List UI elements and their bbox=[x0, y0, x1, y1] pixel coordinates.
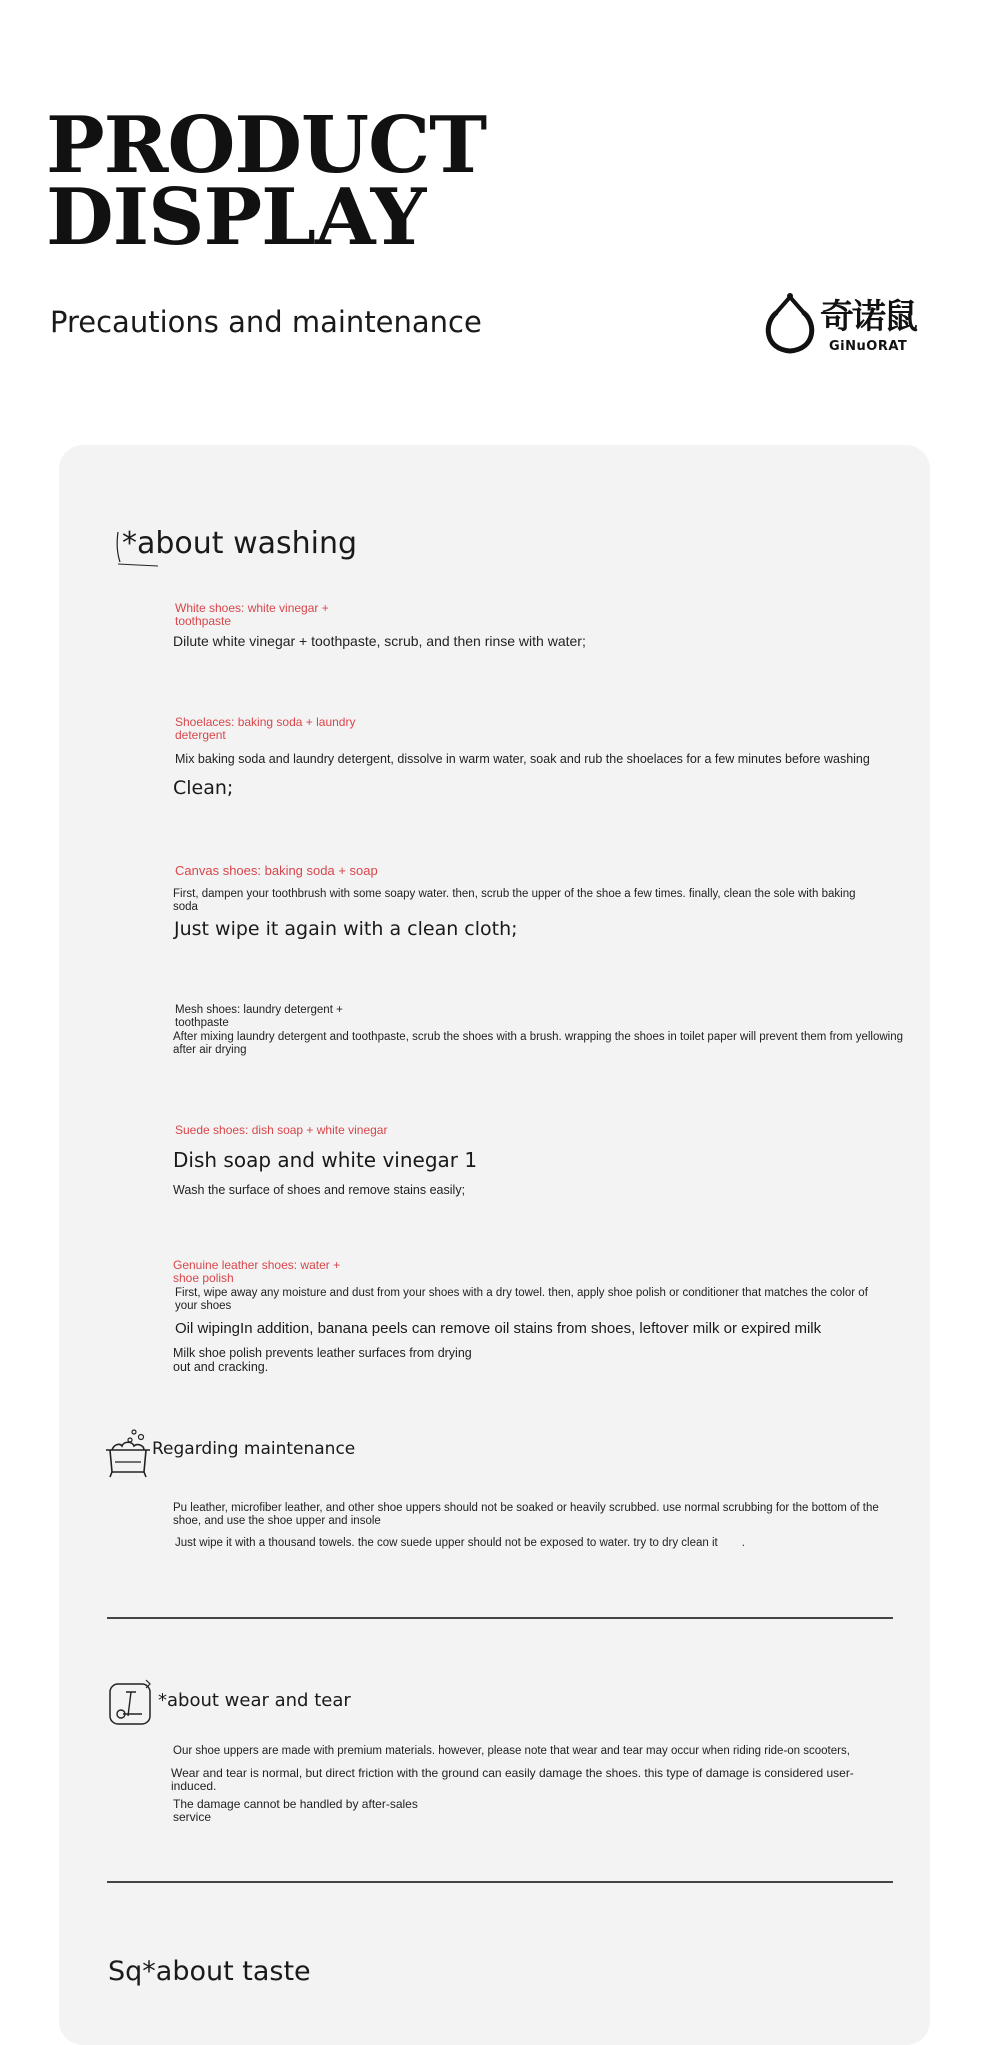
leather-shoes-desc: First, wipe away any moisture and dust from your shoes with a dry towel. then, apply shoe polish or conditioner that matches the color of your shoes bbox=[175, 1287, 868, 1312]
section-heading-maintenance: Regarding maintenance bbox=[152, 1439, 356, 1459]
brand-logo-icon bbox=[762, 291, 818, 357]
mesh-shoes-title: Mesh shoes: laundry detergent + toothpaste bbox=[175, 1004, 343, 1029]
title-line-2: DISPLAY bbox=[46, 172, 426, 263]
brand-name-cn: 奇诺鼠 bbox=[820, 297, 916, 337]
suede-shoes-big: Dish soap and white vinegar 1 bbox=[173, 1148, 478, 1172]
section-heading-wear: *about wear and tear bbox=[158, 1690, 351, 1711]
suede-shoes-desc: Wash the surface of shoes and remove stains easily; bbox=[173, 1183, 466, 1197]
shoelaces-desc: Mix baking soda and laundry detergent, dissolve in warm water, soak and rub the shoelaces for a few minutes before washing bbox=[175, 752, 870, 766]
white-shoes-desc: Dilute white vinegar + toothpaste, scrub, and then rinse with water; bbox=[173, 633, 586, 649]
maintenance-p2-tail: . bbox=[741, 1537, 745, 1549]
brand-logo bbox=[762, 287, 932, 367]
maintenance-p1: Pu leather, microfiber leather, and other shoe uppers should not be soaked or heavily scrubbed. use normal scrubbing for the bottom of the shoe, and use the shoe upper and insole bbox=[173, 1502, 879, 1527]
canvas-shoes-title: Canvas shoes: baking soda + soap bbox=[175, 863, 378, 878]
mesh-shoes-desc: After mixing laundry detergent and toothpaste, scrub the shoes with a brush. wrapping the shoes in toilet paper will prevent them from yellowing after air drying bbox=[173, 1031, 904, 1056]
shoelaces-title: Shoelaces: baking soda + laundry detergent bbox=[175, 715, 356, 742]
leather-shoes-oil: Oil wipingIn addition, banana peels can remove oil stains from shoes, leftover milk or expired milk bbox=[175, 1320, 822, 1337]
canvas-shoes-extra: Just wipe it again with a clean cloth; bbox=[174, 918, 518, 940]
page-subtitle: Precautions and maintenance bbox=[50, 305, 482, 339]
shoelaces-extra: Clean; bbox=[173, 777, 234, 799]
wear-p2: Wear and tear is normal, but direct friction with the ground can easily damage the shoes. this type of damage is considered user-induced. bbox=[171, 1766, 854, 1793]
suede-shoes-title: Suede shoes: dish soap + white vinegar bbox=[175, 1123, 388, 1137]
scooter-icon bbox=[106, 1678, 156, 1728]
section-divider-2 bbox=[107, 1881, 893, 1883]
section-heading-taste: Sq*about taste bbox=[108, 1956, 311, 1987]
maintenance-p2 bbox=[175, 1537, 895, 1550]
section-divider-1 bbox=[107, 1617, 893, 1619]
page-title bbox=[46, 100, 487, 263]
section-heading-washing: *about washing bbox=[122, 526, 358, 561]
wear-p3: The damage cannot be handled by after-sales service bbox=[173, 1797, 418, 1824]
white-shoes-title: White shoes: white vinegar + toothpaste bbox=[175, 601, 329, 628]
wear-p1: Our shoe uppers are made with premium materials. however, please note that wear and tear may occur when riding ride-on scooters, bbox=[173, 1745, 850, 1757]
basin-icon bbox=[104, 1428, 152, 1480]
leather-shoes-title: Genuine leather shoes: water + shoe polish bbox=[173, 1258, 341, 1285]
brand-name-en: GiNuORAT bbox=[829, 339, 908, 354]
maintenance-p2-text: Just wipe it with a thousand towels. the cow suede upper should not be exposed to water. try to dry clean it bbox=[175, 1537, 718, 1549]
leather-shoes-milk: Milk shoe polish prevents leather surfaces from drying out and cracking. bbox=[173, 1346, 472, 1374]
canvas-shoes-desc: First, dampen your toothbrush with some soapy water. then, scrub the upper of the shoe a few times. finally, clean the sole with baking soda bbox=[173, 888, 856, 913]
title-line-1: PRODUCT bbox=[46, 100, 487, 191]
